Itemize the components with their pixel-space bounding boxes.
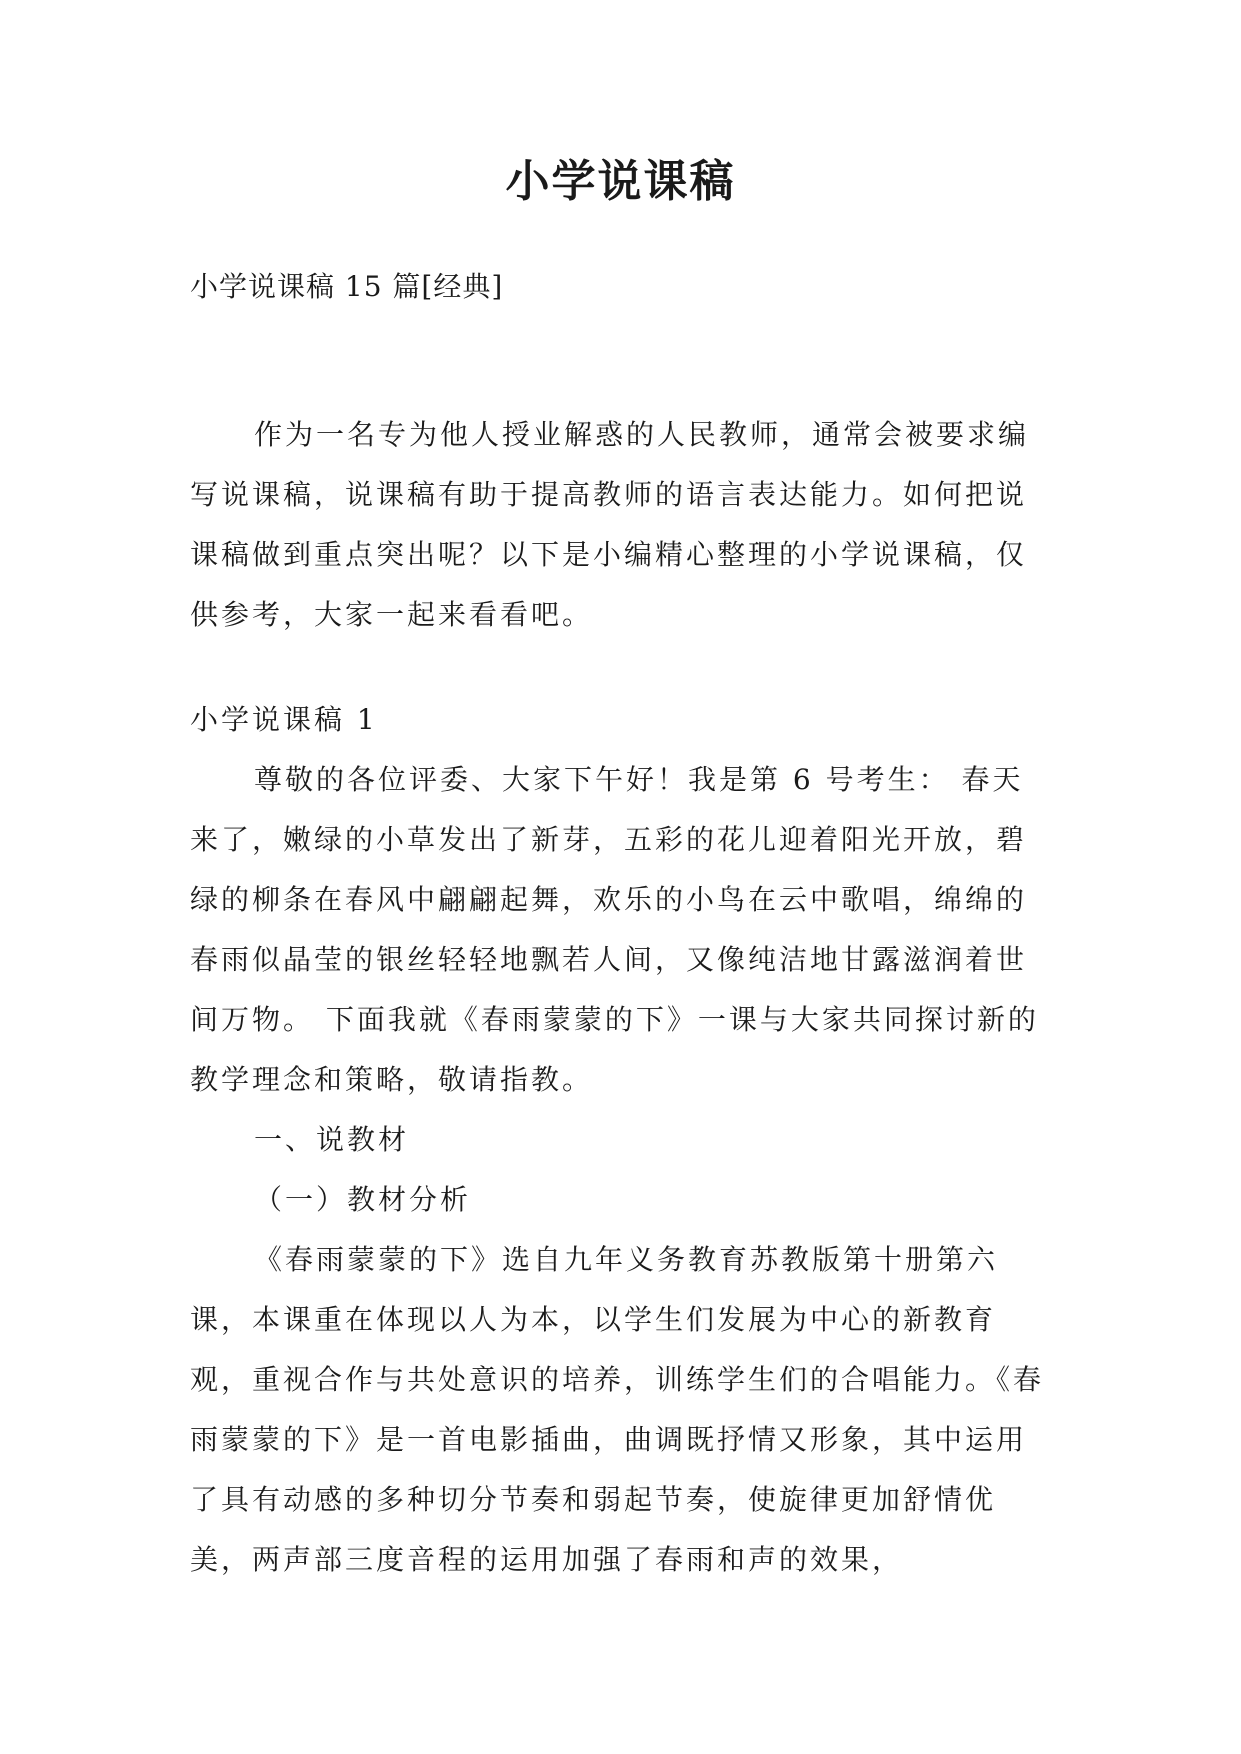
section-1 xyxy=(190,690,1050,1590)
intro-paragraph: 作为一名专为他人授业解惑的人民教师，通常会被要求编写说课稿，说课稿有助于提高教师的语言表达能力。如何把说课稿做到重点突出呢？以下是小编精心整理的小学说课稿，仅供参考，大家一起来看看吧。 xyxy=(190,418,1030,631)
section-paragraph-2: 《春雨蒙蒙的下》选自九年义务教育苏教版第十册第六课，本课重在体现以人为本，以学生们发展为中心的新教育观，重视合作与共处意识的培养，训练学生们的合唱能力。《春雨蒙蒙的下》是一首电影插曲，曲调既抒情又形象，其中运用了具有动感的多种切分节奏和弱起节奏，使旋律更加舒情优美，两声部三度音程的运用加强了春雨和声的效果， xyxy=(190,1243,1045,1576)
document-title: 小学说课稿 xyxy=(505,156,736,207)
section-paragraph-1: 尊敬的各位评委、大家下午好！我是第 6 号考生： 春天来了，嫩绿的小草发出了新芽，五彩的花儿迎着阳光开放，碧绿的柳条在春风中翩翩起舞，欢乐的小鸟在云中歌唱，绵绵的春雨似晶莹的银丝轻轻地飘若人间，又像纯洁地甘露滋润着世间万物。 下面我就《春雨蒙蒙的下》一课与大家共同探讨新的教学理念和策略，敬请指教。 xyxy=(190,763,1039,1096)
document-subtitle: 小学说课稿 15 篇[经典] xyxy=(190,270,504,303)
section-subheading-2: （一）教材分析 xyxy=(254,1183,472,1216)
section-heading: 小学说课稿 1 xyxy=(190,703,378,736)
intro-block xyxy=(190,405,1050,645)
section-subheading-1: 一、说教材 xyxy=(254,1123,410,1156)
